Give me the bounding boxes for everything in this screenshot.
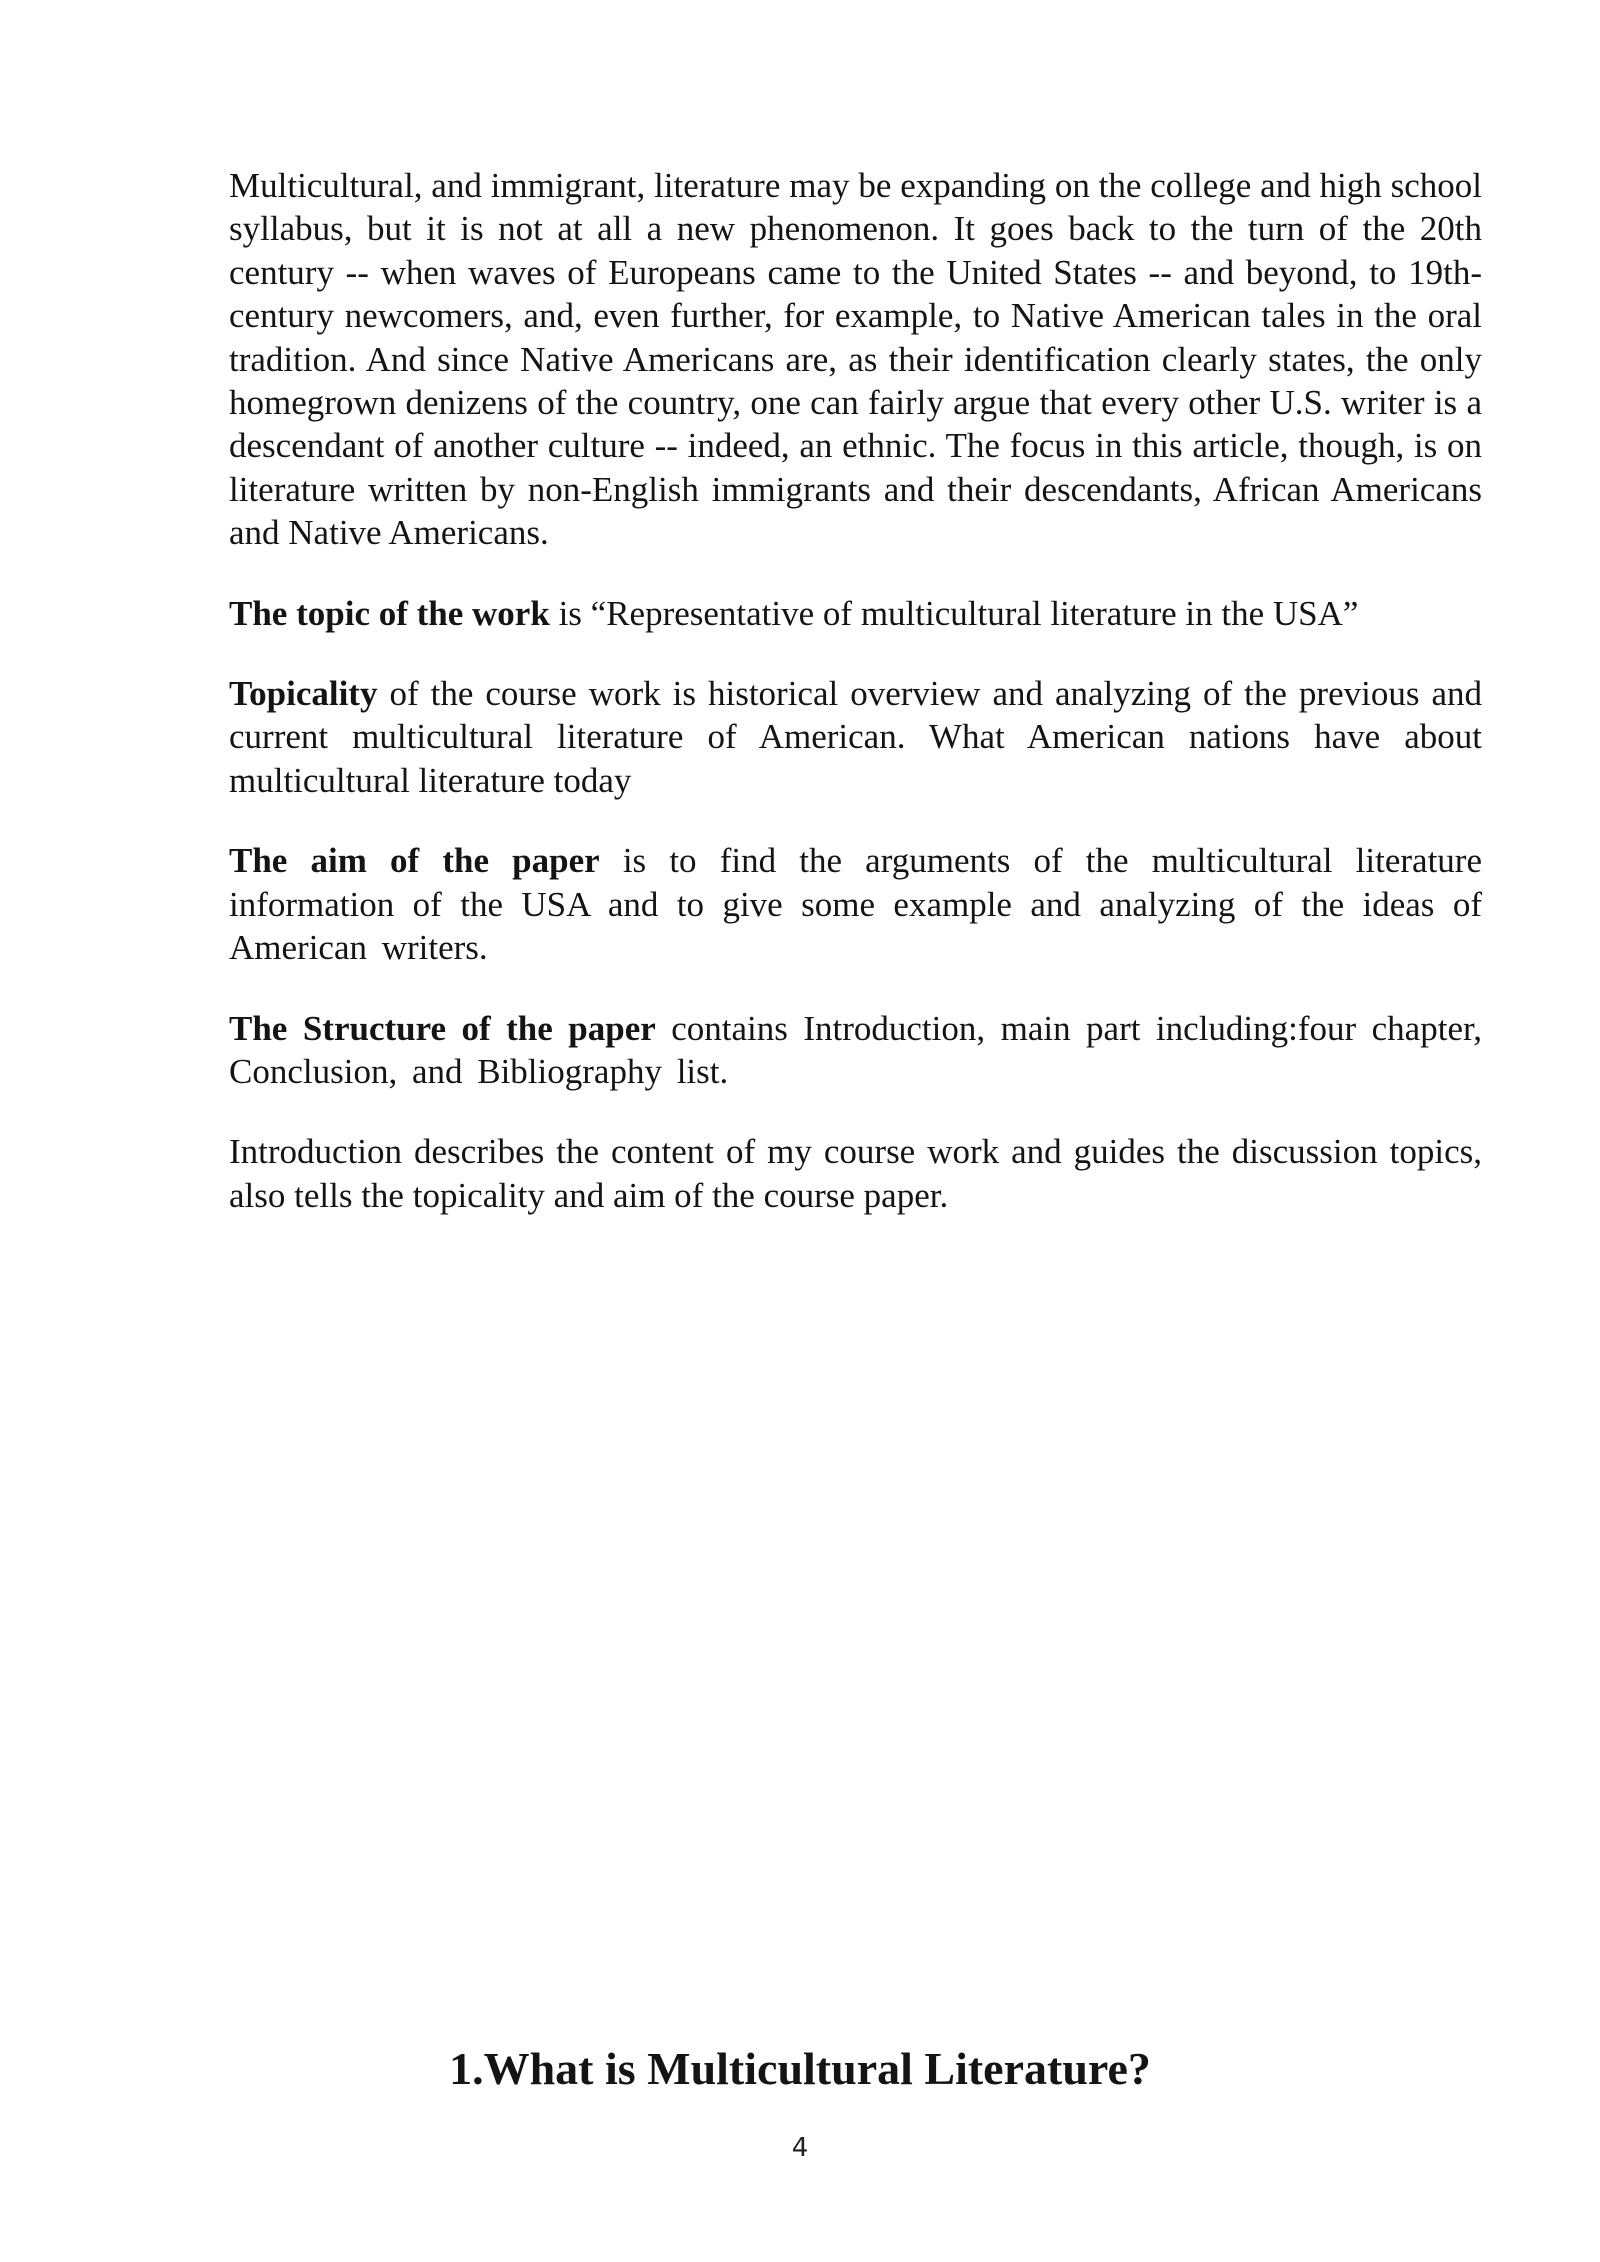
structure-label: The Structure of the paper xyxy=(229,1008,656,1048)
body-text xyxy=(229,164,1482,1254)
topicality-text: of the course work is historical overview and analyzing of the previous and current multicultural literature of American. What American nations have about multicultural literature today xyxy=(229,674,1482,800)
chapter-title: 1.What is Multicultural Literature? xyxy=(449,2043,1151,2094)
introduction-paragraph: Introduction describes the content of my course work and guides the discussion topics, also tells the topicality and aim of the course paper. xyxy=(229,1132,1482,1215)
structure-text: contains Introduction, main part including:four chapter, Conclusion, and Bibliography list. xyxy=(229,1008,1482,1091)
aim-label: The aim of the paper xyxy=(229,841,600,881)
page-number: 4 xyxy=(791,2133,809,2163)
structure-paragraph xyxy=(229,1007,1482,1094)
topic-paragraph xyxy=(229,592,1482,635)
intro-paragraph: Multicultural, and immigrant, literature may be expanding on the college and high school syllabus, but it is not at all a new phenomenon. It goes back to the turn of the 20th century -- when waves of Europeans came to the United States -- and beyond, to 19th-century newcomers, and, even further, for example, to Native American tales in the oral tradition. And since Native Americans are, as their identification clearly states, the only homegrown denizens of the country, one can fairly argue that every other U.S. writer is a descendant of another culture -- indeed, an ethnic. The focus in this article, though, is on literature written by non-English immigrants and their descendants, African Americans and Native Americans. xyxy=(229,166,1482,553)
topic-label: The topic of the work xyxy=(229,593,550,633)
aim-text: is to find the arguments of the multicultural literature information of the USA and to give some example and analyzing of the ideas of American writers. xyxy=(229,841,1482,968)
topic-text: is “Representative of multicultural literature in the USA” xyxy=(549,593,1359,633)
topicality-paragraph xyxy=(229,672,1482,802)
topicality-label: Topicality xyxy=(229,674,378,714)
aim-paragraph xyxy=(229,839,1482,969)
